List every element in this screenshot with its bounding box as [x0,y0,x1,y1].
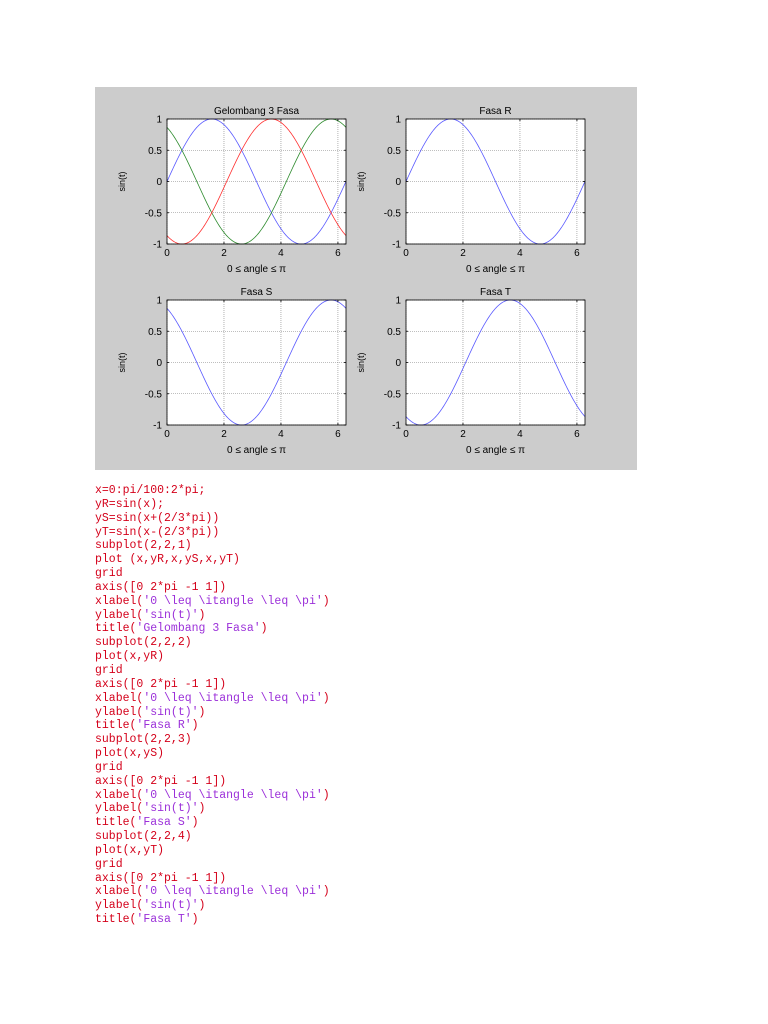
code-line [95,733,330,747]
code-token: ) [322,788,330,802]
code-line [95,789,330,803]
code-line [95,872,330,886]
code-line [95,650,330,664]
code-line [95,636,330,650]
y-tick-label: -1 [153,420,162,432]
code-token: xlabel( [95,788,144,802]
code-string-token: 'sin(t)' [143,705,199,719]
code-line [95,553,330,567]
x-axis-label: 0 ≤ angle ≤ π [465,445,526,456]
code-token: ) [191,719,199,733]
code-token: axis([0 2*pi -1 1]) [95,580,227,594]
code-line [95,719,330,733]
y-tick-label: 0 [156,358,162,369]
code-line [95,899,330,913]
code-token: ) [322,594,330,608]
code-token: plot(x,yT) [95,843,165,857]
code-line [95,858,330,872]
x-tick-label: 2 [460,429,466,440]
matlab-code-listing [95,484,330,927]
chart-title: Gelombang 3 Fasa [213,106,300,117]
y-tick-label: -1 [153,239,162,251]
code-token: title( [95,816,137,830]
subplot-4 [356,287,585,456]
code-token: title( [95,622,137,636]
y-tick-label: 0.5 [148,145,162,157]
y-tick-label: 0 [395,177,401,188]
code-token: xlabel( [95,885,144,899]
code-token: grid [95,663,123,677]
code-token: ) [191,913,199,927]
code-token: subplot(2,2,1) [95,539,192,553]
code-token: axis([0 2*pi -1 1]) [95,677,227,691]
code-token: grid [95,857,123,871]
code-string-token: 'Fasa S' [136,816,192,830]
code-token: ) [322,691,330,705]
x-tick-label: 6 [574,429,580,440]
y-tick-label: 0.5 [387,326,401,338]
x-tick-label: 4 [517,248,523,259]
code-token: subplot(2,2,3) [95,733,192,747]
y-tick-label: -1 [392,420,401,432]
y-axis-label: sin(t) [356,171,366,192]
code-line [95,484,330,498]
code-line [95,761,330,775]
code-line [95,567,330,581]
code-line [95,609,330,623]
code-token: title( [95,719,137,733]
code-string-token: 'Fasa R' [136,719,192,733]
code-token: ylabel( [95,608,144,622]
code-token: ) [198,802,206,816]
x-axis-label: 0 ≤ angle ≤ π [226,445,287,456]
code-string-token: '0 \leq \itangle \leq \pi' [143,788,323,802]
code-token: yR=sin(x); [95,497,165,511]
y-tick-label: 0 [395,358,401,369]
code-line [95,802,330,816]
subplot-3 [117,287,346,456]
code-token: xlabel( [95,691,144,705]
y-tick-label: 0.5 [387,145,401,157]
code-token: ylabel( [95,899,144,913]
code-token: x=0:pi/100:2*pi; [95,484,206,497]
x-tick-label: 2 [221,248,227,259]
code-token: plot(x,yR) [95,650,165,664]
code-line [95,595,330,609]
code-token: ) [198,705,206,719]
code-token: axis([0 2*pi -1 1]) [95,871,227,885]
code-token: ylabel( [95,802,144,816]
code-token: axis([0 2*pi -1 1]) [95,774,227,788]
code-token: grid [95,567,123,581]
figure-panel [95,87,637,470]
code-string-token: '0 \leq \itangle \leq \pi' [143,885,323,899]
code-token: grid [95,760,123,774]
y-tick-label: 1 [395,114,401,126]
y-tick-label: -0.5 [144,208,162,220]
code-line [95,539,330,553]
code-string-token: 'Gelombang 3 Fasa' [136,622,261,636]
x-axis-label: 0 ≤ angle ≤ π [465,264,526,275]
y-tick-label: -0.5 [383,208,401,220]
code-line [95,498,330,512]
x-tick-label: 0 [164,248,170,259]
code-token: ylabel( [95,705,144,719]
y-tick-label: -0.5 [144,389,162,401]
y-tick-label: 0.5 [148,326,162,338]
code-token: ) [191,816,199,830]
code-line [95,816,330,830]
code-token: subplot(2,2,2) [95,636,192,650]
x-tick-label: 4 [278,429,284,440]
y-axis-label: sin(t) [117,352,127,373]
code-line [95,830,330,844]
code-string-token: '0 \leq \itangle \leq \pi' [143,691,323,705]
y-tick-label: 1 [156,114,162,126]
subplot-grid [95,87,637,470]
code-line [95,844,330,858]
code-token: plot (x,yR,x,yS,x,yT) [95,553,240,567]
y-tick-label: 1 [395,295,401,307]
code-line [95,692,330,706]
code-string-token: 'sin(t)' [143,608,199,622]
code-token: xlabel( [95,594,144,608]
y-tick-label: -0.5 [383,389,401,401]
code-string-token: '0 \leq \itangle \leq \pi' [143,594,323,608]
x-tick-label: 2 [221,429,227,440]
code-line [95,664,330,678]
x-tick-label: 6 [574,248,580,259]
code-line [95,678,330,692]
x-tick-label: 4 [517,429,523,440]
y-tick-label: 0 [156,177,162,188]
x-tick-label: 4 [278,248,284,259]
subplot-1 [117,106,346,275]
x-tick-label: 2 [460,248,466,259]
code-string-token: 'sin(t)' [143,802,199,816]
code-token: ) [198,608,206,622]
subplot-2 [356,106,585,275]
chart-title: Fasa T [480,287,511,298]
chart-title: Fasa R [479,106,512,117]
code-token: yT=sin(x-(2/3*pi)) [95,525,220,539]
x-axis-label: 0 ≤ angle ≤ π [226,264,287,275]
x-tick-label: 0 [403,429,409,440]
code-token: ) [260,622,268,636]
y-axis-label: sin(t) [356,352,366,373]
code-token: subplot(2,2,4) [95,830,192,844]
code-line [95,747,330,761]
y-tick-label: 1 [156,295,162,307]
code-token: yS=sin(x+(2/3*pi)) [95,511,220,525]
code-line [95,885,330,899]
code-line [95,913,330,927]
x-tick-label: 6 [335,429,341,440]
code-token: ) [322,885,330,899]
code-token: title( [95,913,137,927]
y-tick-label: -1 [392,239,401,251]
code-token: plot(x,yS) [95,747,165,761]
code-line [95,526,330,540]
y-axis-label: sin(t) [117,171,127,192]
code-line [95,622,330,636]
x-tick-label: 0 [164,429,170,440]
code-line [95,775,330,789]
code-line [95,512,330,526]
code-line [95,581,330,595]
chart-title: Fasa S [240,287,273,298]
code-token: ) [198,899,206,913]
code-string-token: 'sin(t)' [143,899,199,913]
x-tick-label: 0 [403,248,409,259]
x-tick-label: 6 [335,248,341,259]
code-string-token: 'Fasa T' [136,913,192,927]
code-line [95,706,330,720]
